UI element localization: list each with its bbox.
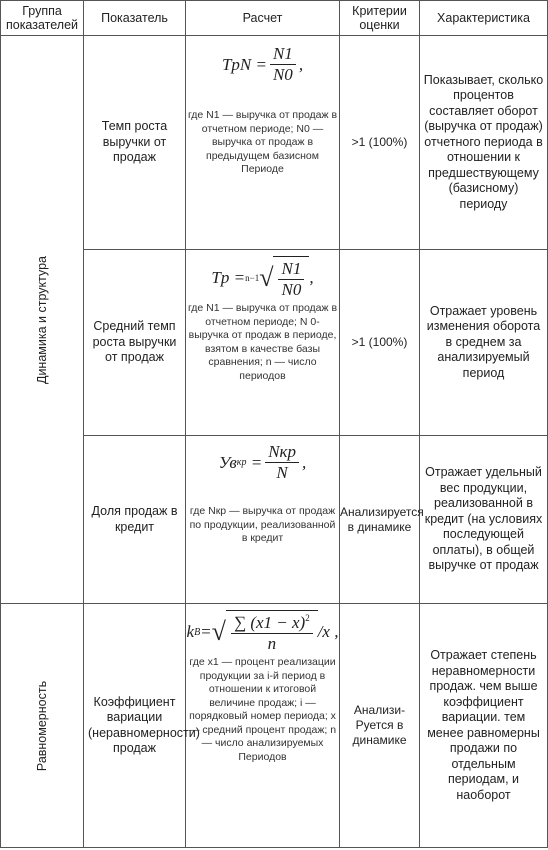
formula-denominator: N0 [281,280,302,299]
formula-lhs: Ув [218,452,237,472]
header-characteristic: Характеристика [420,1,548,36]
formula: k B = √ $\frac{\sum (x1 - x)^2}{n}$ /x , [186,610,339,654]
formula: TpN = $\frac{N1}{N0}$ , [221,44,304,84]
table-row [1,604,548,848]
header-group: Группа показателей [1,1,84,36]
formula-notes: где Nкр — выручка от продаж по продукции, реализованной в кредит [189,505,336,544]
formula-lhs-sub: B [194,626,201,638]
characteristic-cell: Отражает удельный вес продукции, реализованной в кредит (на условиях последующей оплаты), в общей выручке от продаж [420,436,548,604]
formula-notes: где N1 — выручка от продаж в отчетном периоде; N0 — выручка от продаж в предыдущем базисном Периоде [187,109,338,175]
formula-root-index: n−1 [245,273,260,283]
formula-numerator: ∑ $(x1 - x)^2$ [231,613,313,634]
indicator-cell: Средний темп роста выручки от продаж [84,250,186,436]
calculation-cell [186,250,340,436]
formula-lhs-sub: кр [236,457,247,468]
group-label-dynamics: Динамика и структура [35,255,49,384]
formula-numerator: Nкр [265,442,299,463]
indicator-cell: Доля продаж в кредит [84,436,186,604]
characteristic-cell: Отражает степень неравномерности продаж. чем выше коэффициент вариации. тем менее равномерны продажи по отдельным периодам, и наоборот [420,604,548,848]
group-label-uniformity: Равномерность [35,680,49,771]
formula-root: √ $\frac{N1}{N0}$ [259,256,309,300]
criteria-cell: Анализируется в динамике [340,436,420,604]
indicator-cell: Коэффициент вариации (неравномерности) продаж [84,604,186,848]
characteristic-cell: Показывает, сколько процентов составляет оборот (выручка от продаж) отчетного периода в отношении к предшествующему (базисному) периоду [420,36,548,250]
header-indicator: Показатель [84,1,186,36]
formula-tail: /x , [317,622,339,641]
formula-numerator: N1 [278,259,304,280]
criteria-cell: Анализи-Руется в динамике [340,604,420,848]
indicator-cell: Темп роста выручки от продаж [84,36,186,250]
header-row [1,1,548,36]
calculation-cell [186,36,340,250]
table-row [1,36,548,250]
formula-denominator: n [267,634,277,653]
group-cell-dynamics [1,36,84,604]
formula: Tp = n−1 √ $\frac{N1}{N0}$ , [186,256,339,300]
characteristic-cell: Отражает уровень изменения оборота в среднем за анализируемый период [420,250,548,436]
calculation-cell [186,436,340,604]
group-cell-uniformity [1,604,84,848]
formula-denominator: N [276,463,288,482]
formula-sum: ∑ [233,613,247,632]
formula-notes: где x1 — процент реализации продукции за i-й период в отношении к итоговой величине продаж; i — порядковый номер периода; x — средний процент продаж; n — число анализируемых Периодов [188,656,337,763]
formula-root: √ $\frac{\sum (x1 - x)^2}{n}$ [212,610,318,654]
formula-lhs: Tp [211,268,230,287]
formula: Ув кр = $\frac{\text{Nкр}}{N}$ , [218,442,307,482]
criteria-cell: >1 (100%) [340,36,420,250]
formula-lhs: k [186,622,195,641]
formula-notes: где N1 — выручка от продаж в отчетном периоде; N 0-выручка от продаж в периоде, взятом в качестве базы сравнения; n — число периодов [187,302,338,382]
formula-numerator: N1 [270,44,296,65]
formula-lhs: TpN [221,54,252,74]
formula-numerator-text: (x1 − x) [250,613,306,632]
header-calculation: Расчет [186,1,340,36]
criteria-cell: >1 (100%) [340,250,420,436]
header-criteria: Критерии оценки [340,1,420,36]
formula-denominator: N0 [272,65,293,84]
calculation-cell [186,604,340,848]
